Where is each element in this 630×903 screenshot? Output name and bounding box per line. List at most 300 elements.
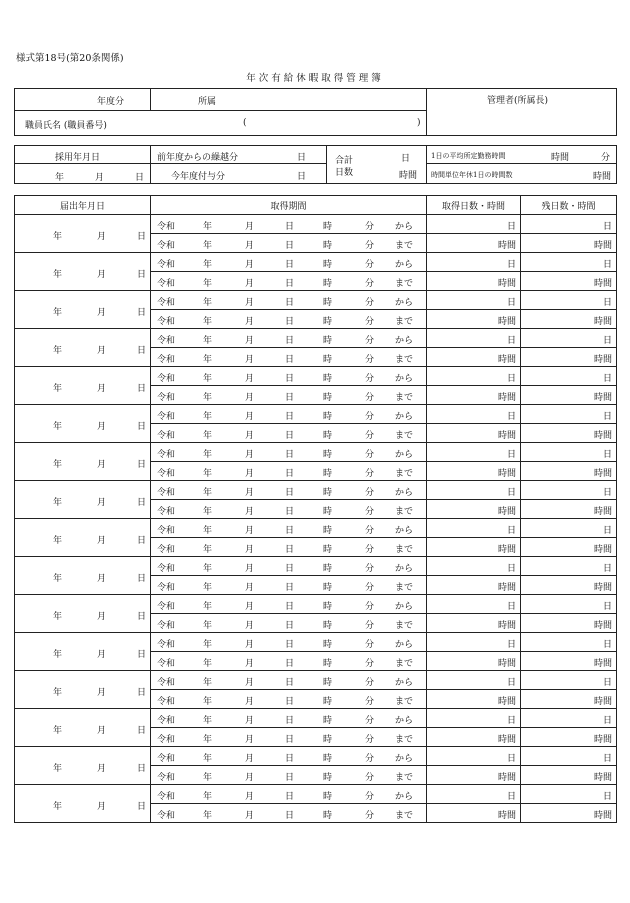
- taken-days-cell[interactable]: [427, 519, 521, 538]
- minute-label: 分: [365, 545, 375, 555]
- date-month: 月: [97, 460, 107, 470]
- info-table: [14, 88, 617, 136]
- month-label: 月: [245, 526, 255, 536]
- remain-hours-cell[interactable]: [521, 424, 617, 443]
- period-to-cell[interactable]: [151, 576, 427, 595]
- period-to-cell[interactable]: [151, 348, 427, 367]
- day-label: 日: [285, 431, 295, 441]
- date-month: 月: [97, 612, 107, 622]
- month-label: 月: [245, 659, 255, 669]
- from-label: から: [395, 298, 414, 308]
- gokei-cell[interactable]: [327, 146, 427, 184]
- remain-days-cell[interactable]: [521, 443, 617, 462]
- avg-label: 1日の平均所定勤務時間: [431, 152, 506, 160]
- date-month: 月: [97, 422, 107, 432]
- taken-hours-cell[interactable]: [427, 386, 521, 405]
- gokei-label: 合計: [335, 156, 354, 166]
- remain-days-cell[interactable]: [521, 709, 617, 728]
- remain-hours-cell[interactable]: [521, 462, 617, 481]
- unit-day-label: 日: [506, 374, 516, 384]
- reiwa-label: 令和: [157, 716, 176, 726]
- period-to-cell[interactable]: [151, 500, 427, 519]
- date-year: 年: [53, 498, 63, 508]
- day-label: 日: [285, 716, 295, 726]
- date-year: 年: [53, 574, 63, 584]
- taken-days-cell[interactable]: [427, 747, 521, 766]
- period-to-cell[interactable]: [151, 462, 427, 481]
- reiwa-label: 令和: [157, 317, 176, 327]
- reiwa-label: 令和: [157, 336, 176, 346]
- month-label: 月: [245, 317, 255, 327]
- taken-days-cell[interactable]: [427, 367, 521, 386]
- period-from-cell[interactable]: [151, 519, 427, 538]
- taken-hours-cell[interactable]: [427, 614, 521, 633]
- table-row: [15, 253, 617, 272]
- remain-days-cell[interactable]: [521, 367, 617, 386]
- reiwa-label: 令和: [157, 355, 176, 365]
- taken-days-cell[interactable]: [427, 215, 521, 234]
- taken-days-cell[interactable]: [427, 405, 521, 424]
- unit-day-label: 日: [602, 526, 612, 536]
- period-to-cell[interactable]: [151, 728, 427, 747]
- hour-label: 時: [323, 545, 333, 555]
- table-row: [15, 671, 617, 690]
- reiwa-label: 令和: [157, 222, 176, 232]
- period-from-cell[interactable]: [151, 481, 427, 500]
- notice-date-cell[interactable]: [15, 253, 151, 291]
- month-label: 月: [245, 469, 255, 479]
- hour-label: 時: [323, 431, 333, 441]
- unit-hour-label: 時間: [593, 279, 612, 289]
- unit-day-label: 日: [506, 412, 516, 422]
- remain-hours-cell[interactable]: [521, 234, 617, 253]
- remain-hours-cell[interactable]: [521, 348, 617, 367]
- year-label: 年: [203, 488, 213, 498]
- year-label: 年: [203, 811, 213, 821]
- from-label: から: [395, 260, 414, 270]
- taken-hours-cell[interactable]: [427, 652, 521, 671]
- period-to-cell[interactable]: [151, 272, 427, 291]
- unit-hour-label: 時間: [593, 773, 612, 783]
- taken-days-cell[interactable]: [427, 709, 521, 728]
- taken-days-cell[interactable]: [427, 595, 521, 614]
- period-from-cell[interactable]: [151, 405, 427, 424]
- day-label: 日: [285, 602, 295, 612]
- from-label: から: [395, 792, 414, 802]
- to-label: まで: [395, 355, 414, 365]
- year-label: 年: [203, 545, 213, 555]
- reiwa-label: 令和: [157, 279, 176, 289]
- remain-days-cell[interactable]: [521, 519, 617, 538]
- reiwa-label: 令和: [157, 754, 176, 764]
- period-from-cell[interactable]: [151, 291, 427, 310]
- date-day: 日: [137, 688, 147, 698]
- minute-label: 分: [365, 697, 375, 707]
- taken-hours-cell[interactable]: [427, 766, 521, 785]
- month-label: 月: [245, 792, 255, 802]
- remain-days-cell[interactable]: [521, 329, 617, 348]
- period-from-cell[interactable]: [151, 443, 427, 462]
- date-day: 日: [137, 726, 147, 736]
- minute-label: 分: [365, 412, 375, 422]
- date-year: 年: [53, 764, 63, 774]
- remain-days-cell[interactable]: [521, 785, 617, 804]
- period-to-cell[interactable]: [151, 386, 427, 405]
- from-label: から: [395, 602, 414, 612]
- period-from-cell[interactable]: [151, 253, 427, 272]
- period-to-cell[interactable]: [151, 424, 427, 443]
- saiyo-month: 月: [95, 173, 105, 183]
- date-year: 年: [53, 650, 63, 660]
- reiwa-label: 令和: [157, 374, 176, 384]
- remain-days-cell[interactable]: [521, 557, 617, 576]
- remain-hours-cell[interactable]: [521, 272, 617, 291]
- notice-date-cell[interactable]: [15, 329, 151, 367]
- notice-date-cell[interactable]: [15, 633, 151, 671]
- taken-days-cell[interactable]: [427, 443, 521, 462]
- hour-label: 時: [323, 602, 333, 612]
- unit-hour-label: 時間: [593, 545, 612, 555]
- taken-hours-cell[interactable]: [427, 538, 521, 557]
- year-label: 年: [203, 735, 213, 745]
- hour-label: 時: [323, 640, 333, 650]
- minute-label: 分: [365, 583, 375, 593]
- remain-hours-cell[interactable]: [521, 766, 617, 785]
- taken-days-cell[interactable]: [427, 253, 521, 272]
- remain-days-cell[interactable]: [521, 633, 617, 652]
- taken-hours-cell[interactable]: [427, 348, 521, 367]
- minute-label: 分: [365, 811, 375, 821]
- col-remain-header: 残日数・時間: [521, 196, 617, 215]
- kanrisha-label: 管理者(所属長): [487, 96, 549, 106]
- nendo-cell[interactable]: [15, 89, 151, 111]
- unit-day-label: 日: [602, 412, 612, 422]
- notice-date-cell[interactable]: [15, 785, 151, 823]
- period-from-cell[interactable]: [151, 595, 427, 614]
- date-year: 年: [53, 688, 63, 698]
- date-day: 日: [137, 574, 147, 584]
- reiwa-label: 令和: [157, 526, 176, 536]
- month-label: 月: [245, 583, 255, 593]
- day-label: 日: [285, 412, 295, 422]
- minute-label: 分: [365, 279, 375, 289]
- notice-date-cell[interactable]: [15, 367, 151, 405]
- day-label: 日: [285, 336, 295, 346]
- unit-day-label: 日: [506, 716, 516, 726]
- period-from-cell[interactable]: [151, 633, 427, 652]
- year-label: 年: [203, 374, 213, 384]
- taken-hours-cell[interactable]: [427, 804, 521, 823]
- notice-date-cell[interactable]: [15, 595, 151, 633]
- reiwa-label: 令和: [157, 450, 176, 460]
- table-row: [15, 405, 617, 424]
- remain-hours-cell[interactable]: [521, 690, 617, 709]
- col-period-header: 取得期間: [151, 196, 427, 215]
- notice-date-cell[interactable]: [15, 709, 151, 747]
- unit-day-label: 日: [602, 792, 612, 802]
- remain-hours-cell[interactable]: [521, 614, 617, 633]
- taken-hours-cell[interactable]: [427, 728, 521, 747]
- taken-hours-cell[interactable]: [427, 576, 521, 595]
- day-label: 日: [285, 621, 295, 631]
- unit-hour-label: 時間: [497, 507, 516, 517]
- minute-label: 分: [365, 222, 375, 232]
- date-month: 月: [97, 270, 107, 280]
- month-label: 月: [245, 431, 255, 441]
- day-label: 日: [285, 659, 295, 669]
- period-to-cell[interactable]: [151, 538, 427, 557]
- table-row: [15, 215, 617, 234]
- unit-hour-label: 時間: [497, 697, 516, 707]
- month-label: 月: [245, 260, 255, 270]
- day-label: 日: [285, 260, 295, 270]
- from-label: から: [395, 222, 414, 232]
- hour-label: 時: [323, 336, 333, 346]
- date-month: 月: [97, 498, 107, 508]
- minute-label: 分: [365, 640, 375, 650]
- period-to-cell[interactable]: [151, 804, 427, 823]
- hour-label: 時: [323, 621, 333, 631]
- shimei-cell[interactable]: [15, 111, 427, 136]
- unit-day-label: 日: [506, 526, 516, 536]
- notice-date-cell[interactable]: [15, 557, 151, 595]
- from-label: から: [395, 564, 414, 574]
- period-to-cell[interactable]: [151, 310, 427, 329]
- unit-hour-label: 時間: [497, 583, 516, 593]
- from-label: から: [395, 678, 414, 688]
- period-from-cell[interactable]: [151, 329, 427, 348]
- hour-label: 時: [323, 526, 333, 536]
- date-day: 日: [137, 764, 147, 774]
- notice-date-cell[interactable]: [15, 215, 151, 253]
- unit-hour-label: 時間: [593, 583, 612, 593]
- remain-hours-cell[interactable]: [521, 310, 617, 329]
- unit-hour-label: 時間: [497, 317, 516, 327]
- shimei-label: 職員氏名 (職員番号): [25, 121, 107, 131]
- minute-label: 分: [365, 659, 375, 669]
- taken-days-cell[interactable]: [427, 329, 521, 348]
- notice-date-cell[interactable]: [15, 291, 151, 329]
- unit-day-label: 日: [506, 564, 516, 574]
- from-label: から: [395, 640, 414, 650]
- date-month: 月: [97, 726, 107, 736]
- shozoku-cell[interactable]: [151, 89, 427, 111]
- period-from-cell[interactable]: [151, 671, 427, 690]
- minute-label: 分: [365, 602, 375, 612]
- hour-label: 時: [323, 241, 333, 251]
- avg-cell[interactable]: [427, 146, 617, 164]
- hour-label: 時: [323, 773, 333, 783]
- taken-hours-cell[interactable]: [427, 234, 521, 253]
- month-label: 月: [245, 393, 255, 403]
- period-to-cell[interactable]: [151, 652, 427, 671]
- to-label: まで: [395, 469, 414, 479]
- month-label: 月: [245, 811, 255, 821]
- kanrisha-cell[interactable]: [427, 89, 617, 136]
- saiyo-date-cell[interactable]: [15, 164, 151, 184]
- date-year: 年: [53, 802, 63, 812]
- hour-label: 時: [323, 811, 333, 821]
- remain-hours-cell[interactable]: [521, 386, 617, 405]
- col-taken-header: 取得日数・時間: [427, 196, 521, 215]
- taken-days-cell[interactable]: [427, 633, 521, 652]
- table-row: [15, 557, 617, 576]
- date-year: 年: [53, 270, 63, 280]
- taken-hours-cell[interactable]: [427, 690, 521, 709]
- year-label: 年: [203, 279, 213, 289]
- period-from-cell[interactable]: [151, 785, 427, 804]
- taken-days-cell[interactable]: [427, 557, 521, 576]
- unit-hour-label: 時間: [593, 431, 612, 441]
- from-label: から: [395, 374, 414, 384]
- period-from-cell[interactable]: [151, 557, 427, 576]
- date-day: 日: [137, 232, 147, 242]
- remain-days-cell[interactable]: [521, 253, 617, 272]
- remain-hours-cell[interactable]: [521, 728, 617, 747]
- notice-date-cell[interactable]: [15, 519, 151, 557]
- minute-label: 分: [365, 488, 375, 498]
- to-label: まで: [395, 241, 414, 251]
- year-label: 年: [203, 564, 213, 574]
- jikan-tani-cell[interactable]: [427, 164, 617, 184]
- reiwa-label: 令和: [157, 545, 176, 555]
- minute-label: 分: [365, 507, 375, 517]
- fuyo-unit: 日: [297, 172, 307, 182]
- hour-label: 時: [323, 222, 333, 232]
- unit-hour-label: 時間: [497, 241, 516, 251]
- table-row: [15, 519, 617, 538]
- notice-date-cell[interactable]: [15, 405, 151, 443]
- remain-hours-cell[interactable]: [521, 500, 617, 519]
- table-row: [15, 785, 617, 804]
- shozoku-label: 所属: [198, 97, 217, 107]
- remain-days-cell[interactable]: [521, 215, 617, 234]
- taken-days-cell[interactable]: [427, 671, 521, 690]
- remain-days-cell[interactable]: [521, 481, 617, 500]
- hour-label: 時: [323, 583, 333, 593]
- kurikoshi-cell[interactable]: [151, 146, 327, 164]
- from-label: から: [395, 716, 414, 726]
- table-row: [15, 481, 617, 500]
- month-label: 月: [245, 754, 255, 764]
- minute-label: 分: [365, 317, 375, 327]
- remain-days-cell[interactable]: [521, 405, 617, 424]
- remain-hours-cell[interactable]: [521, 804, 617, 823]
- minute-label: 分: [365, 298, 375, 308]
- day-label: 日: [285, 222, 295, 232]
- date-month: 月: [97, 650, 107, 660]
- taken-days-cell[interactable]: [427, 481, 521, 500]
- saiyo-year: 年: [55, 173, 65, 183]
- taken-hours-cell[interactable]: [427, 424, 521, 443]
- hour-label: 時: [323, 450, 333, 460]
- hour-label: 時: [323, 355, 333, 365]
- period-to-cell[interactable]: [151, 766, 427, 785]
- unit-day-label: 日: [602, 298, 612, 308]
- date-year: 年: [53, 308, 63, 318]
- date-day: 日: [137, 308, 147, 318]
- date-day: 日: [137, 498, 147, 508]
- taken-days-cell[interactable]: [427, 785, 521, 804]
- reiwa-label: 令和: [157, 393, 176, 403]
- taken-hours-cell[interactable]: [427, 310, 521, 329]
- year-label: 年: [203, 450, 213, 460]
- remain-days-cell[interactable]: [521, 671, 617, 690]
- unit-day-label: 日: [602, 450, 612, 460]
- unit-day-label: 日: [506, 678, 516, 688]
- date-year: 年: [53, 346, 63, 356]
- taken-days-cell[interactable]: [427, 291, 521, 310]
- period-to-cell[interactable]: [151, 690, 427, 709]
- hour-label: 時: [323, 735, 333, 745]
- month-label: 月: [245, 507, 255, 517]
- remain-days-cell[interactable]: [521, 747, 617, 766]
- period-from-cell[interactable]: [151, 367, 427, 386]
- table-row: [15, 329, 617, 348]
- day-label: 日: [285, 564, 295, 574]
- remain-hours-cell[interactable]: [521, 576, 617, 595]
- month-label: 月: [245, 602, 255, 612]
- month-label: 月: [245, 488, 255, 498]
- unit-hour-label: 時間: [593, 659, 612, 669]
- period-from-cell[interactable]: [151, 747, 427, 766]
- unit-day-label: 日: [602, 260, 612, 270]
- from-label: から: [395, 754, 414, 764]
- minute-label: 分: [365, 678, 375, 688]
- avg-minutes: 分: [601, 153, 611, 163]
- minute-label: 分: [365, 393, 375, 403]
- hour-label: 時: [323, 697, 333, 707]
- table-row: [15, 709, 617, 728]
- to-label: まで: [395, 279, 414, 289]
- unit-day-label: 日: [506, 792, 516, 802]
- remain-days-cell[interactable]: [521, 291, 617, 310]
- year-label: 年: [203, 393, 213, 403]
- minute-label: 分: [365, 526, 375, 536]
- month-label: 月: [245, 716, 255, 726]
- period-from-cell[interactable]: [151, 709, 427, 728]
- reiwa-label: 令和: [157, 241, 176, 251]
- from-label: から: [395, 488, 414, 498]
- remain-hours-cell[interactable]: [521, 538, 617, 557]
- taken-hours-cell[interactable]: [427, 462, 521, 481]
- taken-hours-cell[interactable]: [427, 272, 521, 291]
- day-label: 日: [285, 526, 295, 536]
- notice-date-cell[interactable]: [15, 443, 151, 481]
- period-to-cell[interactable]: [151, 614, 427, 633]
- month-label: 月: [245, 640, 255, 650]
- year-label: 年: [203, 412, 213, 422]
- date-month: 月: [97, 764, 107, 774]
- period-from-cell[interactable]: [151, 215, 427, 234]
- fuyo-cell[interactable]: [151, 164, 327, 184]
- notice-date-cell[interactable]: [15, 747, 151, 785]
- minute-label: 分: [365, 241, 375, 251]
- period-to-cell[interactable]: [151, 234, 427, 253]
- unit-day-label: 日: [602, 640, 612, 650]
- notice-date-cell[interactable]: [15, 481, 151, 519]
- from-label: から: [395, 450, 414, 460]
- year-label: 年: [203, 716, 213, 726]
- month-label: 月: [245, 450, 255, 460]
- remain-days-cell[interactable]: [521, 595, 617, 614]
- date-day: 日: [137, 460, 147, 470]
- taken-hours-cell[interactable]: [427, 500, 521, 519]
- notice-date-cell[interactable]: [15, 671, 151, 709]
- minute-label: 分: [365, 374, 375, 384]
- hour-label: 時: [323, 317, 333, 327]
- remain-hours-cell[interactable]: [521, 652, 617, 671]
